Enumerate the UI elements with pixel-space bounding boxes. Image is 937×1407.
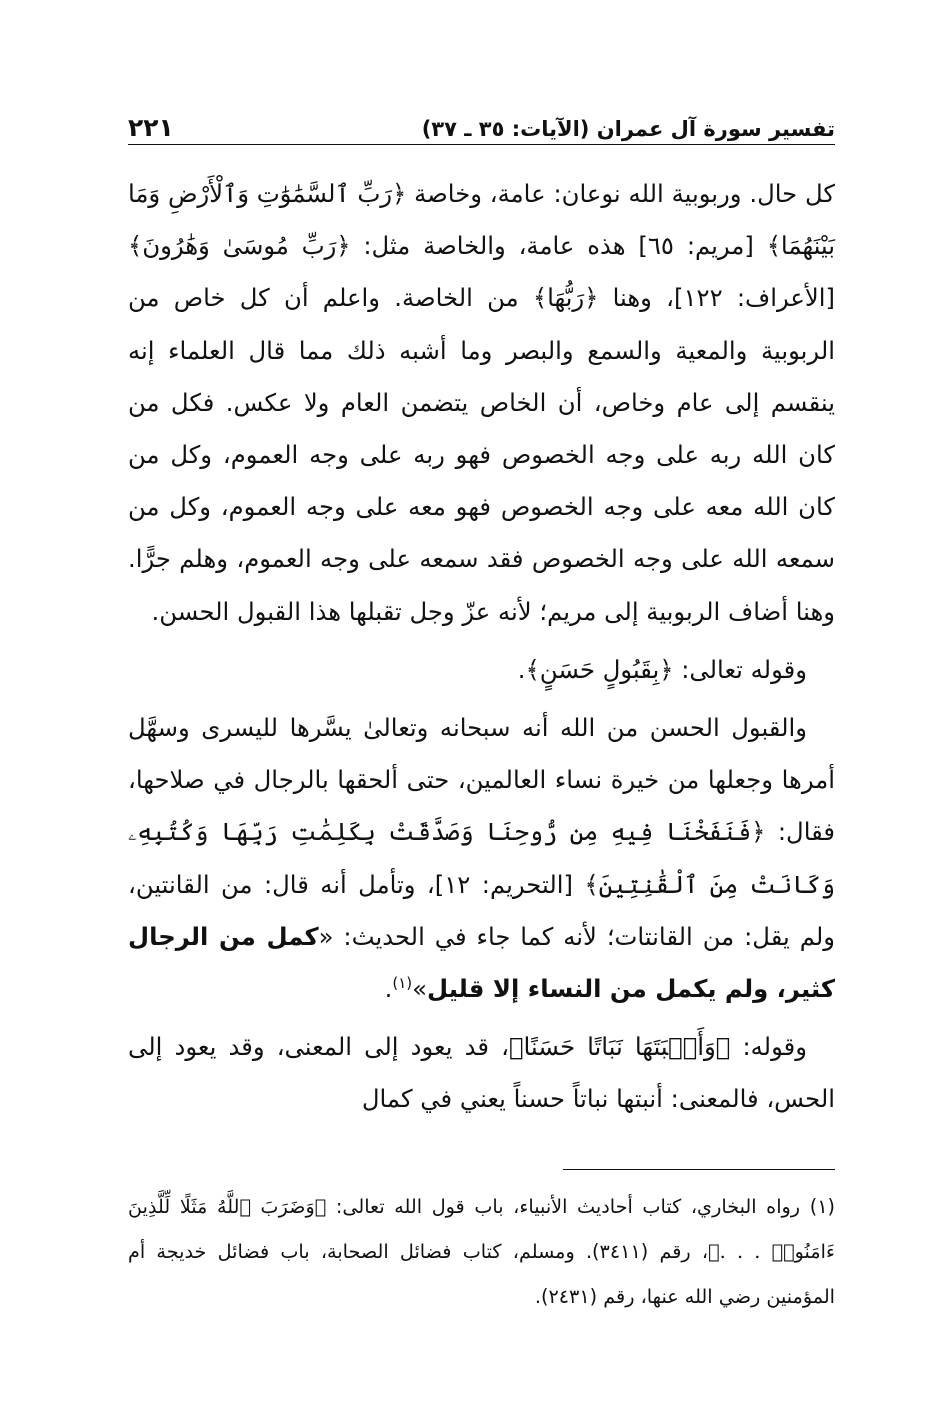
paragraph-4: [128, 1021, 835, 1125]
running-title: تفسير سورة آل عمران (الآيات: ٣٥ ـ ٣٧): [421, 117, 835, 141]
footnotes: [128, 1184, 835, 1319]
footnote-marker: (١): [809, 1195, 835, 1218]
page-header: [128, 96, 835, 146]
footnote-reference[interactable]: (١): [392, 973, 413, 992]
quran-quote: ﴿رَبُّهَا﴾: [532, 283, 599, 313]
text-run: وقوله:: [730, 1032, 807, 1062]
footnote-1: [128, 1184, 835, 1319]
text-run: من الخاصة. واعلم أن كل خاص من الربوبية والمعية والسمع والبصر وما أشبه ذلك مما قال العلماء إنه ينقسم إلى عام وخاص، أن الخاص يتضمن العام ولا عكس. فكل من كان الله ربه على وجه الخصوص فهو ربه على وجه العموم، وكل من كان الله معه على وجه الخصوص فهو معه على وجه العموم، وكل من سمعه الله على وجه الخصوص فقد سمعه على وجه العموم، وهلم جرًّا. وهنا أضاف الربوبية إلى مريم؛ لأنه عزّ وجل تقبلها هذا القبول الحسن.: [128, 283, 835, 626]
text-run: ، قد يعود إلى المعنى، وقد يعود إلى الحس، فالمعنى: أنبتها نباتاً حسناً يعني في كمال: [128, 1032, 835, 1114]
text-run: كل حال. وربوبية الله نوعان: عامة، وخاصة: [406, 179, 835, 208]
text-run: ، رقم (٣٤١١). ومسلم، كتاب فضائل الصحابة، باب فضائل خديجة أم المؤمنين رضي الله عنها، رقم (٢٤٣١).: [128, 1240, 835, 1308]
text-run: [التحريم: ١٢]، وتأمل أنه قال: من القانتين، ولم يقل: من القانتات؛ لأنه كما جاء في الحديث: «: [128, 869, 835, 951]
quran-quote: ﴿وَضَرَبَ ٱللَّهُ مَثَلًا لِّلَّذِينَ ءَامَنُوا۟ . . .﴾: [128, 1195, 835, 1263]
paragraph-1: [128, 168, 835, 638]
quran-quote: ﴿وَأَنۢبَتَهَا نَبَاتًا حَسَنًا﴾: [508, 1032, 731, 1062]
hadith-quote: كمل من الرجال كثير، ولم يكمل من النساء إلا قليل: [128, 921, 835, 1004]
text-run: [مريم: ٦٥] هذه عامة، والخاصة مثل:: [350, 231, 767, 261]
text-run: والقبول الحسن من الله أنه سبحانه وتعالىٰ يسَّرها لليسرى وسهَّل أمرها وجعلها من خيرة نساء العالمين، حتى ألحقها بالرجال في صلاحها، فقال:: [128, 713, 836, 847]
text-run: رواه البخاري، كتاب أحاديث الأنبياء، باب قول الله تعالى:: [326, 1195, 810, 1218]
main-text: [128, 168, 835, 1126]
quran-quote: ﴿رَبِّ ٱلسَّمَٰوَٰتِ وَٱلْأَرْضِ وَمَا بَيْنَهُمَا﴾: [128, 179, 835, 261]
paragraph-3: [128, 702, 835, 1015]
header-divider: [128, 144, 835, 145]
quran-quote: ﴿رَبِّ مُوسَىٰ وَهَٰرُونَ﴾: [128, 231, 351, 261]
quran-quote: ﴿فَنَفَخْنَا فِيهِ مِن رُّوحِنَا وَصَدَّقَتْ بِكَلِمَٰتِ رَبِّهَا وَكُتُبِهِۦ وَكَانَتْ مِنَ ٱلْقَٰنِتِينَ﴾: [128, 817, 835, 899]
paragraph-2: [128, 644, 835, 696]
text-run: .: [517, 654, 526, 684]
text-run: »: [412, 974, 428, 1004]
quran-quote: ﴿بِقَبُولٍ حَسَنٍ﴾: [525, 654, 674, 684]
text-run: [الأعراف: ١٢٢]، وهنا: [598, 283, 835, 313]
text-run: وقوله تعالى:: [673, 654, 807, 684]
footnote-divider: [563, 1169, 835, 1170]
page-number: ٢٢١: [128, 113, 174, 142]
text-run: .: [384, 974, 393, 1004]
